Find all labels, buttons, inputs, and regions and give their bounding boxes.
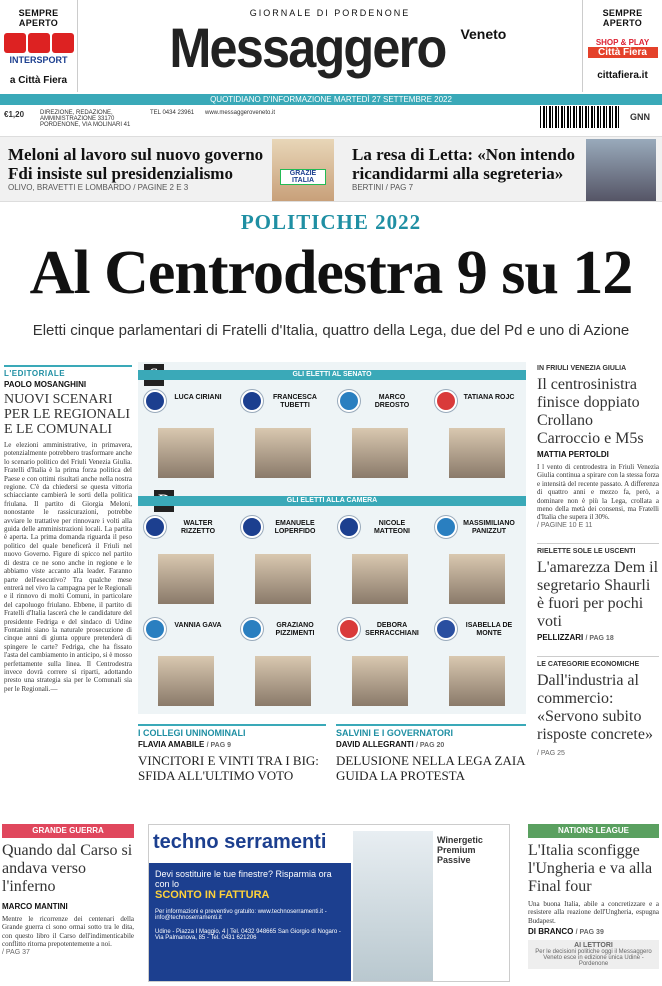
lettori-box	[528, 940, 659, 969]
deputy-name: ISABELLA DE MONTE	[465, 622, 513, 637]
salvini-article[interactable]	[336, 724, 526, 783]
dem-article[interactable]	[537, 543, 659, 642]
party-logo-icon	[435, 618, 457, 640]
deputy-photo	[352, 554, 408, 604]
nations-league-headline: L'Italia sconfigge l'Ungheria e va alla Final four	[528, 842, 653, 895]
teaser-letta-byline: BERTINI	[352, 183, 384, 192]
dem-author: PELLIZZARI	[537, 632, 584, 642]
senator-cell[interactable]	[235, 388, 332, 486]
right-ad-promo2: Città Fiera	[588, 47, 658, 58]
deputy-name: VANNIA GAVA	[174, 622, 222, 629]
party-logo-icon	[241, 618, 263, 640]
fvg-article[interactable]	[537, 365, 659, 529]
senator-cell[interactable]	[429, 388, 526, 486]
website: www.messaggeroveneto.it	[205, 110, 276, 116]
ad-cta: SCONTO IN FATTURA	[155, 889, 270, 901]
info-bar: QUOTIDIANO D'INFORMAZIONE MARTEDÌ 27 SETTEMBRE 2022	[0, 94, 662, 105]
eco-label: LE CATEGORIE ECONOMICHE	[537, 660, 640, 668]
grazie-italia-sign: GRAZIE ITALIA	[280, 169, 326, 185]
salvini-headline: DELUSIONE NELLA LEGA ZAIA GUIDA LA PROTESTA	[336, 753, 525, 783]
senator-photo	[449, 428, 505, 478]
editorial-author: PAOLO MOSANGHINI	[4, 380, 87, 389]
phone: TEL 0434 23961	[150, 110, 195, 116]
teaser-meloni-byline: OLIVO, BRAVETTI E LOMBARDO	[8, 183, 131, 192]
grande-guerra-article[interactable]	[2, 824, 134, 956]
teaser-letta-headline: La resa di Letta: «Non intendo ricandidarmi alla segreteria»	[352, 145, 576, 183]
grande-guerra-body: Mentre le ricorrenze dei centenari della Grande guerra ci sono ormai sotto tra le dita, con questo libro il Carso dell'indimenticabile conflitto ritorna prepotentemente a noi.	[2, 915, 134, 949]
nations-league-author: DI BRANCO	[528, 927, 574, 937]
intersport-logos	[4, 33, 74, 53]
deputy-photo	[255, 656, 311, 706]
deputy-cell[interactable]	[429, 514, 526, 612]
ad-question: Devi sostituire le tue finestre? Risparmia ora con lo	[155, 869, 332, 889]
techno-serramenti-ad[interactable]	[148, 824, 510, 982]
deputy-name: WALTER RIZZETTO	[180, 520, 216, 535]
fvg-headline: Il centrosinistra finisce doppiato Crollano Carroccio e M5s	[537, 376, 644, 447]
deputy-photo	[449, 656, 505, 706]
party-logo-icon	[338, 618, 360, 640]
bottom-section	[0, 820, 662, 986]
senator-photo	[352, 428, 408, 478]
top-teasers	[0, 136, 662, 202]
collegi-page: / PAG 9	[206, 742, 231, 749]
salvini-label: SALVINI E I GOVERNATORI	[336, 724, 526, 738]
teaser-meloni-headline: Meloni al lavoro sul nuovo governo Fdi insiste sul presidenzialismo	[8, 145, 264, 183]
editorial-body: Le elezioni amministrative, in primavera, potenzialmente potrebbero trasformare anche lo scenario politico del Friuli Venezia Giulia. Fratelli d'Italia è la prima forza politica del Paese e con ottimi risultati anche nella nostra regione. C'è da chiedersi se questa vittoria schiacciante cambierà le sorti della politica friulana. Il partito di Giorgia Meloni, nonostante le rassicurazioni, potrebbe avviare le trattative per rinnovare i volti alla guida delle amministrazioni locali. La partita è aperta. La prima domanda riguarda il peso politico del quale beneficerà il Friuli nel nuovo Governo. Figure di spicco nel partito di destra ce ne sono anche in regione e le abbiamo viste accanto alla leader. Faranno parte dell'esecutivo? Tra qualche mese entrerà nel vivo la campagna per le Regionali e il rinnovo di molti Comuni, in particolare del capoluogo friulano. Ebbene, il partito di Fratelli d'Italia lascerà che le candidature del presidente Fedriga e del sindaco di Udine Fontanini siano la naturale prosecuzione di cinque anni di giunta oppure pretenderà di spingere le carte? Fedriga, che ha fissato l'asta del cambiamento in anticipo, si è mosso perfettamente sulla linea. Il Centrodestra invece dovrà correre sì riparti, adottando presto una strategia sia per le Comunali sia per le Regionali.—	[4, 441, 133, 693]
newspaper-logo-region: Veneto	[460, 26, 507, 42]
elected-panel	[138, 362, 526, 714]
senator-name: TATIANA ROJC	[463, 394, 515, 401]
deputy-name: EMANUELE LOPERFIDO	[274, 520, 316, 535]
teaser-letta-page: / PAG 7	[385, 183, 414, 192]
ad-panel	[149, 863, 351, 981]
fvg-author: MATTIA PERTOLDI	[537, 450, 609, 459]
collegi-article[interactable]	[138, 724, 326, 783]
eco-article[interactable]	[537, 656, 659, 757]
masthead	[80, 0, 580, 92]
senator-photo	[255, 428, 311, 478]
deputy-name: GRAZIANO PIZZIMENTI	[275, 622, 315, 637]
eco-headline: Dall'industria al commercio: «Servono subito risposte concrete»	[537, 671, 653, 743]
party-logo-icon	[435, 390, 457, 412]
gnn-logo: GNN	[630, 112, 650, 122]
ad-address: Udine - Piazza I Maggio, 4 | Tel. 0432 948665 San Giorgio di Nogaro - Via Palmanova, 85 - Tel. 0431 621206	[155, 929, 341, 941]
deputy-photo	[255, 554, 311, 604]
party-logo-icon	[338, 390, 360, 412]
address: DIREZIONE, REDAZIONE, AMMINISTRAZIONE 33170 PORDENONE, VIA MOLINARI 41	[40, 110, 131, 128]
deputy-cell[interactable]	[332, 616, 429, 714]
lead-subhead: Eletti cinque parlamentari di Fratelli d'Italia, quattro della Lega, due del Pd e uno di Azione	[32, 322, 630, 339]
price: €1,20	[4, 110, 25, 119]
ad-window-image	[353, 831, 433, 981]
lettori-label: AI LETTORI	[574, 942, 613, 950]
ad-info: Per informazioni e preventivo gratuito: www.technoserramenti.it - info@technoserramenti.it	[155, 909, 327, 921]
party-logo-icon	[241, 516, 263, 538]
senato-band: GLI ELETTI AL SENATO	[138, 370, 526, 380]
eco-page: / PAG 25	[537, 749, 565, 757]
nations-league-page: / PAG 39	[575, 929, 604, 937]
party-logo-icon	[144, 516, 166, 538]
nations-league-article[interactable]	[528, 824, 659, 969]
grande-guerra-author: MARCO MANTINI	[2, 902, 68, 911]
teaser-letta[interactable]	[352, 145, 582, 192]
dem-headline: L'amarezza Dem il segretario Shaurli è fuori per pochi voti	[537, 558, 659, 630]
grande-guerra-headline: Quando dal Carso si andava verso l'inferno	[2, 842, 133, 895]
collegi-headline: VINCITORI E VINTI TRA I BIG: SFIDA ALL'ULTIMO VOTO	[138, 753, 319, 783]
party-logo-icon	[144, 618, 166, 640]
nations-league-body: Una buona Italia, abile a concretizzare e a resistere alla reazione dell'Ungheria, espugna Budapest.	[528, 900, 659, 925]
deputy-cell[interactable]	[138, 514, 235, 612]
right-ad-promo: SHOP & PLAY	[595, 38, 650, 47]
fvg-label: IN FRIULI VENEZIA GIULIA	[537, 365, 627, 372]
teaser-meloni-page: / PAGINE 2 E 3	[133, 183, 189, 192]
masthead-right-ad[interactable]	[582, 0, 662, 92]
deputy-name: MASSIMILIANO PANIZZUT	[463, 520, 515, 535]
fvg-page: / PAGINE 10 E 11	[537, 521, 593, 529]
party-logo-icon	[338, 516, 360, 538]
left-ad-label: SEMPRE APERTO	[18, 8, 59, 28]
sub-info	[0, 106, 662, 134]
senator-photo	[158, 428, 214, 478]
teaser-meloni[interactable]	[8, 145, 268, 192]
left-ad-footer: a Città Fiera	[9, 75, 68, 86]
collegi-author: FLAVIA AMABILE	[138, 740, 205, 749]
deputy-photo	[158, 656, 214, 706]
lead-kicker: POLITICHE 2022	[240, 210, 422, 234]
deputy-cell[interactable]	[235, 514, 332, 612]
giornale-label: GIORNALE DI PORDENONE	[249, 8, 411, 18]
editorial-column[interactable]	[4, 365, 132, 693]
intersport-brand: INTERSPORT	[9, 55, 68, 65]
deputy-photo	[352, 656, 408, 706]
party-logo-icon	[435, 516, 457, 538]
dem-label: RIELETTE SOLE LE USCENTI	[537, 547, 636, 555]
deputy-photo	[158, 554, 214, 604]
salvini-page: / PAG 20	[416, 742, 445, 749]
collegi-label: I COLLEGI UNINOMINALI	[138, 724, 326, 738]
salvini-author: DAVID ALLEGRANTI	[336, 740, 414, 749]
senator-name: MARCO DREOSTO	[374, 394, 410, 409]
deputy-name: DEBORA SERRACCHIANI	[365, 622, 419, 637]
right-ad-label: SEMPRE APERTO	[602, 8, 643, 28]
deputy-cell[interactable]	[429, 616, 526, 714]
senator-cell[interactable]	[138, 388, 235, 486]
senator-cell[interactable]	[332, 388, 429, 486]
barcode	[540, 106, 620, 128]
letta-photo	[586, 139, 656, 201]
editorial-label: L'EDITORIALE	[4, 365, 132, 378]
masthead-left-ad[interactable]	[0, 0, 78, 92]
party-logo-icon	[241, 390, 263, 412]
newspaper-logo: Messaggero	[168, 16, 446, 79]
deputy-cell[interactable]	[235, 616, 332, 714]
lead-headline[interactable]: Al Centrodestra 9 su 12	[29, 239, 633, 307]
deputy-cell[interactable]	[332, 514, 429, 612]
deputy-name: NICOLE MATTEONI	[373, 520, 411, 535]
meloni-photo	[272, 139, 334, 201]
dem-page: / PAG 18	[585, 634, 614, 642]
right-column	[537, 365, 659, 757]
lettori-body: Per le decisioni politiche oggi il Messaggero Veneto esce in edizione unica Udine - Pordenone	[535, 949, 652, 968]
grande-guerra-band: GRANDE GUERRA	[2, 824, 134, 838]
deputy-cell[interactable]	[138, 616, 235, 714]
nations-league-band: NATIONS LEAGUE	[528, 824, 659, 838]
senator-name: LUCA CIRIANI	[174, 394, 222, 401]
party-logo-icon	[144, 390, 166, 412]
senator-name: FRANCESCA TUBETTI	[273, 394, 317, 409]
ad-brand: techno serramenti	[153, 831, 327, 853]
deputy-photo	[449, 554, 505, 604]
right-ad-site: cittafiera.it	[597, 70, 648, 81]
camera-band: GLI ELETTI ALLA CAMERA	[138, 496, 526, 506]
editorial-headline: NUOVI SCENARI PER LE REGIONALI E LE COMUNALI	[4, 392, 130, 437]
grande-guerra-page: / PAG 37	[2, 948, 30, 956]
ad-product: Winergetic Premium Passive	[437, 835, 483, 865]
fvg-body: I l vento di centrodestra in Friuli Venezia Giulia continua a spirare con la stessa forza e intensità del recente passato. A differenza di quattro anni e mezzo fa, però, a dominare non è più la Lega, crollata a meno della metà dei consensi, ma Fratelli d'Italia che supera il 30%.	[537, 463, 659, 522]
